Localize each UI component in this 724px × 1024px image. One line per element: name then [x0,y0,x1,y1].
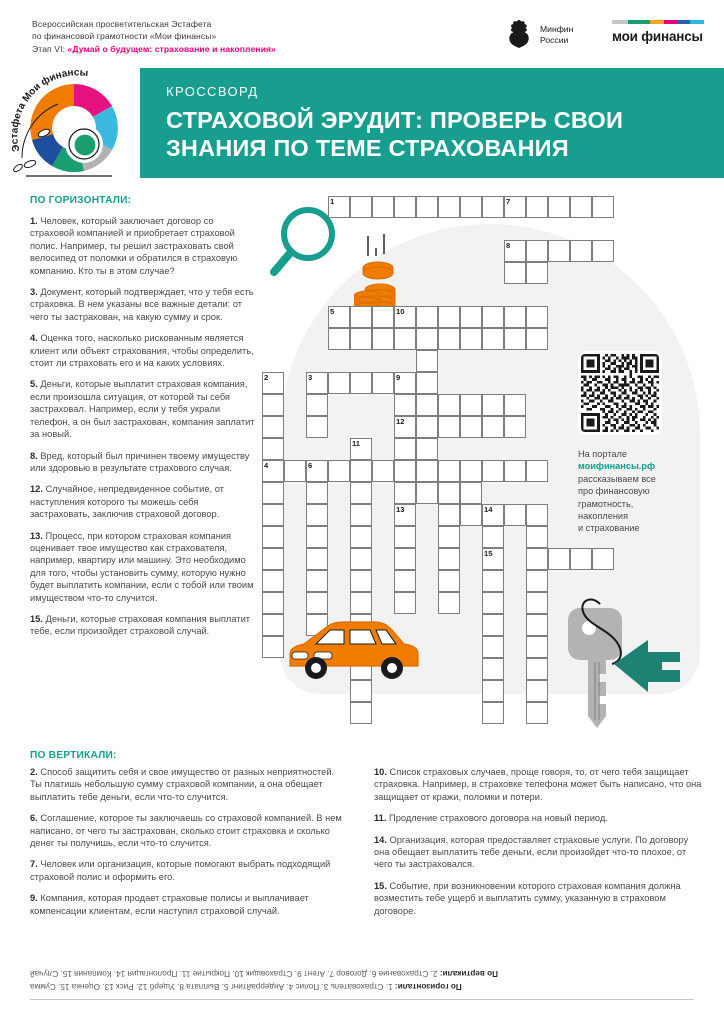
header-stage-prefix: Этап VI: [32,43,68,54]
grid-cell[interactable] [372,306,394,328]
grid-cell[interactable] [526,592,548,614]
clue-text: Человек или организация, которые помогают выбрать подходящий страховой полис и оформить его. [30,859,331,882]
clue-text: Способ защитить себя и свое имущество от разных неприятностей. Ты платишь небольшую сумму страховой компании, а она обещает выплатить тебе деньги, если что-то случится. [30,767,335,802]
clue-down-9 [30,892,348,917]
clue-text: Соглашение, которое ты заключаешь со страховой компанией. В нем написано, от чего ты застрахован, сколько стоит страховка и сколько денег ты получишь, если что-то случится. [30,813,342,849]
grid-cell[interactable] [416,196,438,218]
grid-cell[interactable] [306,548,328,570]
grid-cell[interactable] [526,548,548,570]
grid-cell[interactable] [438,328,460,350]
grid-cell[interactable] [526,702,548,724]
crossword-area [262,196,724,746]
grid-cell[interactable] [592,548,614,570]
clue-across-1 [30,215,258,277]
grid-cell[interactable] [350,482,372,504]
clue-text: Случайное, непредвиденное событие, от наступления которого ты можешь себя застраховать, заключив страховой договор. [30,484,224,520]
grid-clue-number: 3 [308,373,313,382]
header-line-1: Всероссийская просветительская Эстафета [32,19,212,29]
grid-cell[interactable] [548,196,570,218]
grid-cell[interactable] [460,482,482,504]
grid-clue-number: 10 [396,307,405,316]
grid-cell[interactable] [548,548,570,570]
grid-cell[interactable] [350,460,372,482]
grid-cell[interactable] [416,328,438,350]
down-heading: ПО ВЕРТИКАЛИ: [30,750,117,761]
grid-cell[interactable] [350,702,372,724]
grid-cell[interactable] [350,306,372,328]
clue-num: 6. [30,813,38,824]
grid-cell[interactable] [394,592,416,614]
clue-num: 10. [374,767,387,777]
answers-down-text: 2. Страхование 6. Договор 7. Агент 9. Страховщик 10. Покрытие 11. Пролонгация 14. Компания 15. Случай [30,969,438,978]
clue-across-15 [30,613,258,638]
grid-clue-number: 11 [352,439,361,448]
grid-cell[interactable] [328,460,350,482]
clue-num: 1. [30,216,38,226]
clue-text: Человек, который заключает договор со страховой компанией и приобретает страховой полис. Например, ты решил застраховать свой велосипед от поломки и обратился в страховую компанию. Кто ты в этом случае? [30,216,238,276]
clue-num: 7. [30,859,38,870]
footer-divider [30,999,694,1000]
grid-cell[interactable] [350,570,372,592]
header-stage-line [32,43,276,55]
grid-cell[interactable] [526,526,548,548]
grid-cell[interactable] [526,658,548,680]
grid-cell[interactable] [438,482,460,504]
grid-cell[interactable] [482,592,504,614]
grid-cell[interactable] [460,504,482,526]
answers-across-text: 1. Страхователь 3. Полис 4. Андеррайтинг 5. Выплата 8. Ущерб 12. Риск 13. Оценка 15. Сумма [30,982,393,991]
grid-cell[interactable] [416,306,438,328]
qr-line-6: и страхование [578,523,640,534]
answers-down-line [30,968,498,979]
grid-cell[interactable] [394,328,416,350]
grid-cell[interactable] [504,460,526,482]
grid-cell[interactable] [526,262,548,284]
clue-num: 11. [374,813,387,824]
grid-cell[interactable] [262,548,284,570]
across-clues-column [30,195,258,638]
grid-cell[interactable] [482,416,504,438]
grid-clue-number: 7 [506,197,511,206]
grid-cell[interactable] [460,394,482,416]
grid-cell[interactable] [482,658,504,680]
grid-cell[interactable] [262,394,284,416]
grid-cell[interactable] [526,504,548,526]
grid-cell[interactable] [350,328,372,350]
grid-clue-number: 15 [484,549,493,558]
grid-cell[interactable] [350,548,372,570]
clue-across-4 [30,332,258,369]
clue-num: 14. [374,834,387,845]
grid-clue-number: 6 [308,461,313,470]
answers-down-label: По вертикали: [439,969,498,978]
grid-cell[interactable] [526,680,548,702]
down-clues-right-column [374,766,704,917]
minfin-line-2: России [540,35,569,45]
grid-cell[interactable] [416,394,438,416]
clue-text: Деньги, которые выплатит страховая компания, если произошла ситуация, от которой ты себя застраховал. Например, если у тебя украли телефон, а он был застрахован, компания заплатит за новый. [30,379,255,440]
grid-cell[interactable] [438,570,460,592]
grid-clue-number: 8 [506,241,511,250]
clue-down-7 [30,858,348,883]
qr-line-2: рассказываем все [578,473,656,484]
double-headed-eagle-icon [505,18,533,52]
clue-text: Продление страхового договора на новый период. [389,813,608,824]
grid-clue-number: 9 [396,373,401,382]
key-illustration [562,596,712,756]
clue-down-6 [30,812,348,849]
grid-clue-number: 1 [330,197,335,206]
qr-line-4: грамотность, [578,498,634,509]
grid-cell[interactable] [482,614,504,636]
minfin-text [540,24,573,46]
grid-cell[interactable] [482,570,504,592]
clue-down-11 [374,812,704,824]
clue-num: 12. [30,484,43,495]
grid-cell[interactable] [504,328,526,350]
grid-cell[interactable] [438,548,460,570]
grid-clue-number: 5 [330,307,335,316]
minfin-logo [505,18,573,52]
grid-cell[interactable] [394,548,416,570]
grid-cell[interactable] [262,504,284,526]
grid-cell[interactable] [372,460,394,482]
grid-cell[interactable] [284,460,306,482]
grid-cell[interactable] [350,372,372,394]
clue-text: Деньги, которые страховая компания выплатит тебе, если произойдет страховой случай. [30,613,251,637]
grid-clue-number: 2 [264,373,269,382]
grid-cell[interactable] [482,636,504,658]
grid-cell[interactable] [416,416,438,438]
grid-cell[interactable] [526,240,548,262]
grid-cell[interactable] [262,614,284,636]
grid-cell[interactable] [262,592,284,614]
grid-cell[interactable] [416,438,438,460]
clue-text: Компания, которая продает страховые полисы и выплачивает компенсации клиентам, если наступил страховой случай. [30,893,309,916]
grid-cell[interactable] [504,306,526,328]
clue-num: 5. [30,379,38,390]
grid-cell[interactable] [372,196,394,218]
grid-cell[interactable] [394,526,416,548]
grid-cell[interactable] [460,196,482,218]
clue-text: Событие, при возникновении которого страховая компания должна возместить тебе ущерб и выплатить сумму, указанную в страховом договоре. [374,880,681,916]
grid-cell[interactable] [394,438,416,460]
clue-down-14 [374,834,704,871]
grid-cell[interactable] [482,306,504,328]
qr-promo-text [578,448,722,535]
clue-num: 15. [30,613,43,624]
clue-down-15 [374,880,704,917]
down-clues-left-column [30,766,348,917]
brand-color-bars [612,20,704,24]
estafeta-logo [8,66,146,186]
grid-cell[interactable] [328,328,350,350]
qr-line-5: накопления [578,511,629,522]
grid-clue-number: 12 [396,417,405,426]
grid-cell[interactable] [262,636,284,658]
grid-cell[interactable] [570,196,592,218]
grid-cell[interactable] [438,196,460,218]
grid-cell[interactable] [306,526,328,548]
grid-cell[interactable] [438,416,460,438]
answers-across-line [30,981,462,992]
grid-cell[interactable] [262,570,284,592]
grid-cell[interactable] [504,262,526,284]
crossword-banner [140,68,724,178]
clue-num: 2. [30,767,38,777]
header-stage-title: «Думай о будущем: страхование и накопления» [67,43,276,54]
grid-cell[interactable] [394,196,416,218]
banner-title: СТРАХОВОЙ ЭРУДИТ: ПРОВЕРЬ СВОИ ЗНАНИЯ ПО ТЕМЕ СТРАХОВАНИЯ [166,107,624,161]
clue-text: Процесс, при котором страховая компания оценивает твое имущество как страхователя, например, квартиру или машину. Это необходимо для того, чтобы установить сумму, которую нужно будет выплатить компании, если с тобой или твоим имуществом что-то случится. [30,530,254,603]
grid-cell[interactable] [416,350,438,372]
clue-num: 13. [30,530,43,541]
estafeta-arc-text: Эстафета Мои финансы [9,67,89,153]
clue-num: 8. [30,450,38,461]
grid-cell[interactable] [350,592,372,614]
grid-cell[interactable] [460,460,482,482]
clue-num: 3. [30,287,38,298]
grid-cell[interactable] [482,680,504,702]
brand-wordmark: мои финансы [612,29,703,44]
car-illustration [282,614,427,686]
clue-across-8 [30,450,258,475]
grid-cell[interactable] [262,416,284,438]
qr-domain: моифинансы.рф [578,461,655,472]
qr-line-1: На портале [578,449,627,459]
grid-clue-number: 4 [264,461,269,470]
clue-text: Документ, который подтверждает, что у тебя есть страховка. В нем указаны все важные детали: от чего ты застрахован, на какую сумму и срок. [30,287,254,322]
banner-kicker: КРОССВОРД [166,84,259,99]
grid-cell[interactable] [526,306,548,328]
grid-cell[interactable] [438,592,460,614]
grid-cell[interactable] [592,196,614,218]
grid-cell[interactable] [394,570,416,592]
grid-cell[interactable] [394,482,416,504]
grid-cell[interactable] [416,372,438,394]
grid-cell[interactable] [548,240,570,262]
clue-num: 9. [30,893,38,904]
grid-cell[interactable] [438,394,460,416]
grid-cell[interactable] [504,394,526,416]
grid-cell[interactable] [482,702,504,724]
grid-cell[interactable] [306,504,328,526]
grid-cell[interactable] [394,460,416,482]
grid-cell[interactable] [482,394,504,416]
grid-cell[interactable] [482,328,504,350]
grid-cell[interactable] [372,328,394,350]
clue-down-10 [374,766,704,803]
header-line-2: по финансовой грамотности «Мои финансы» [32,31,217,42]
grid-cell[interactable] [526,196,548,218]
grid-cell[interactable] [482,196,504,218]
grid-cell[interactable] [306,570,328,592]
grid-cell[interactable] [570,548,592,570]
qr-line-3: про финансовую [578,486,650,497]
answers-across-label: По горизонтали: [394,982,462,991]
grid-cell[interactable] [372,372,394,394]
grid-cell[interactable] [438,306,460,328]
clue-text: Список страховых случаев, проще говоря, то, от чего тебя защищает страховка. Например, в страховке телефона может быть написано, что она защищает от кражи, поломки и потери. [374,767,702,802]
grid-cell[interactable] [306,482,328,504]
clue-down-2 [30,766,348,803]
clue-num: 15. [374,880,387,891]
clue-text: Вред, который был причинен твоему имуществу или здоровью в результате страхового случая. [30,450,250,473]
grid-cell[interactable] [394,394,416,416]
grid-cell[interactable] [438,526,460,548]
minfin-line-1: Минфин [540,24,574,34]
grid-cell[interactable] [526,614,548,636]
grid-cell[interactable] [328,372,350,394]
clue-text: Оценка того, насколько рискованным является клиент или объект страхования, чтобы определить, стоит ли страховать его и на каких условиях. [30,333,254,369]
answers-footer [0,958,724,1002]
grid-cell[interactable] [350,196,372,218]
clue-text: Организация, которая предоставляет страховые услуги. По договору она обещает выплатить тебе деньги, если произойдет что-то плохое, от чего ты застраховался. [374,834,689,870]
grid-cell[interactable] [350,504,372,526]
grid-cell[interactable] [526,328,548,350]
grid-cell[interactable] [416,460,438,482]
page-header [0,0,724,72]
header-event-text [32,18,276,55]
grid-cell[interactable] [460,416,482,438]
clue-across-12 [30,483,258,520]
grid-cell[interactable] [306,416,328,438]
qr-code[interactable] [578,351,662,435]
grid-cell[interactable] [504,504,526,526]
grid-cell[interactable] [526,570,548,592]
grid-cell[interactable] [482,460,504,482]
grid-cell[interactable] [526,636,548,658]
grid-cell[interactable] [438,460,460,482]
grid-cell[interactable] [306,592,328,614]
grid-clue-number: 13 [396,505,405,514]
grid-cell[interactable] [306,394,328,416]
grid-cell[interactable] [262,526,284,548]
clue-across-3 [30,286,258,323]
grid-cell[interactable] [570,240,592,262]
grid-cell[interactable] [460,328,482,350]
grid-cell[interactable] [460,306,482,328]
grid-cell[interactable] [262,438,284,460]
clue-across-5 [30,378,258,440]
grid-cell[interactable] [482,526,504,548]
grid-cell[interactable] [504,416,526,438]
clue-num: 4. [30,333,38,344]
clue-across-13 [30,530,258,604]
grid-cell[interactable] [350,526,372,548]
grid-cell[interactable] [262,482,284,504]
grid-clue-number: 14 [484,505,493,514]
qr-promo-block [578,351,722,535]
moi-finansy-logo [612,20,708,44]
grid-cell[interactable] [438,504,460,526]
grid-cell[interactable] [526,460,548,482]
across-heading: ПО ГОРИЗОНТАЛИ: [30,195,132,206]
grid-cell[interactable] [592,240,614,262]
grid-cell[interactable] [416,482,438,504]
